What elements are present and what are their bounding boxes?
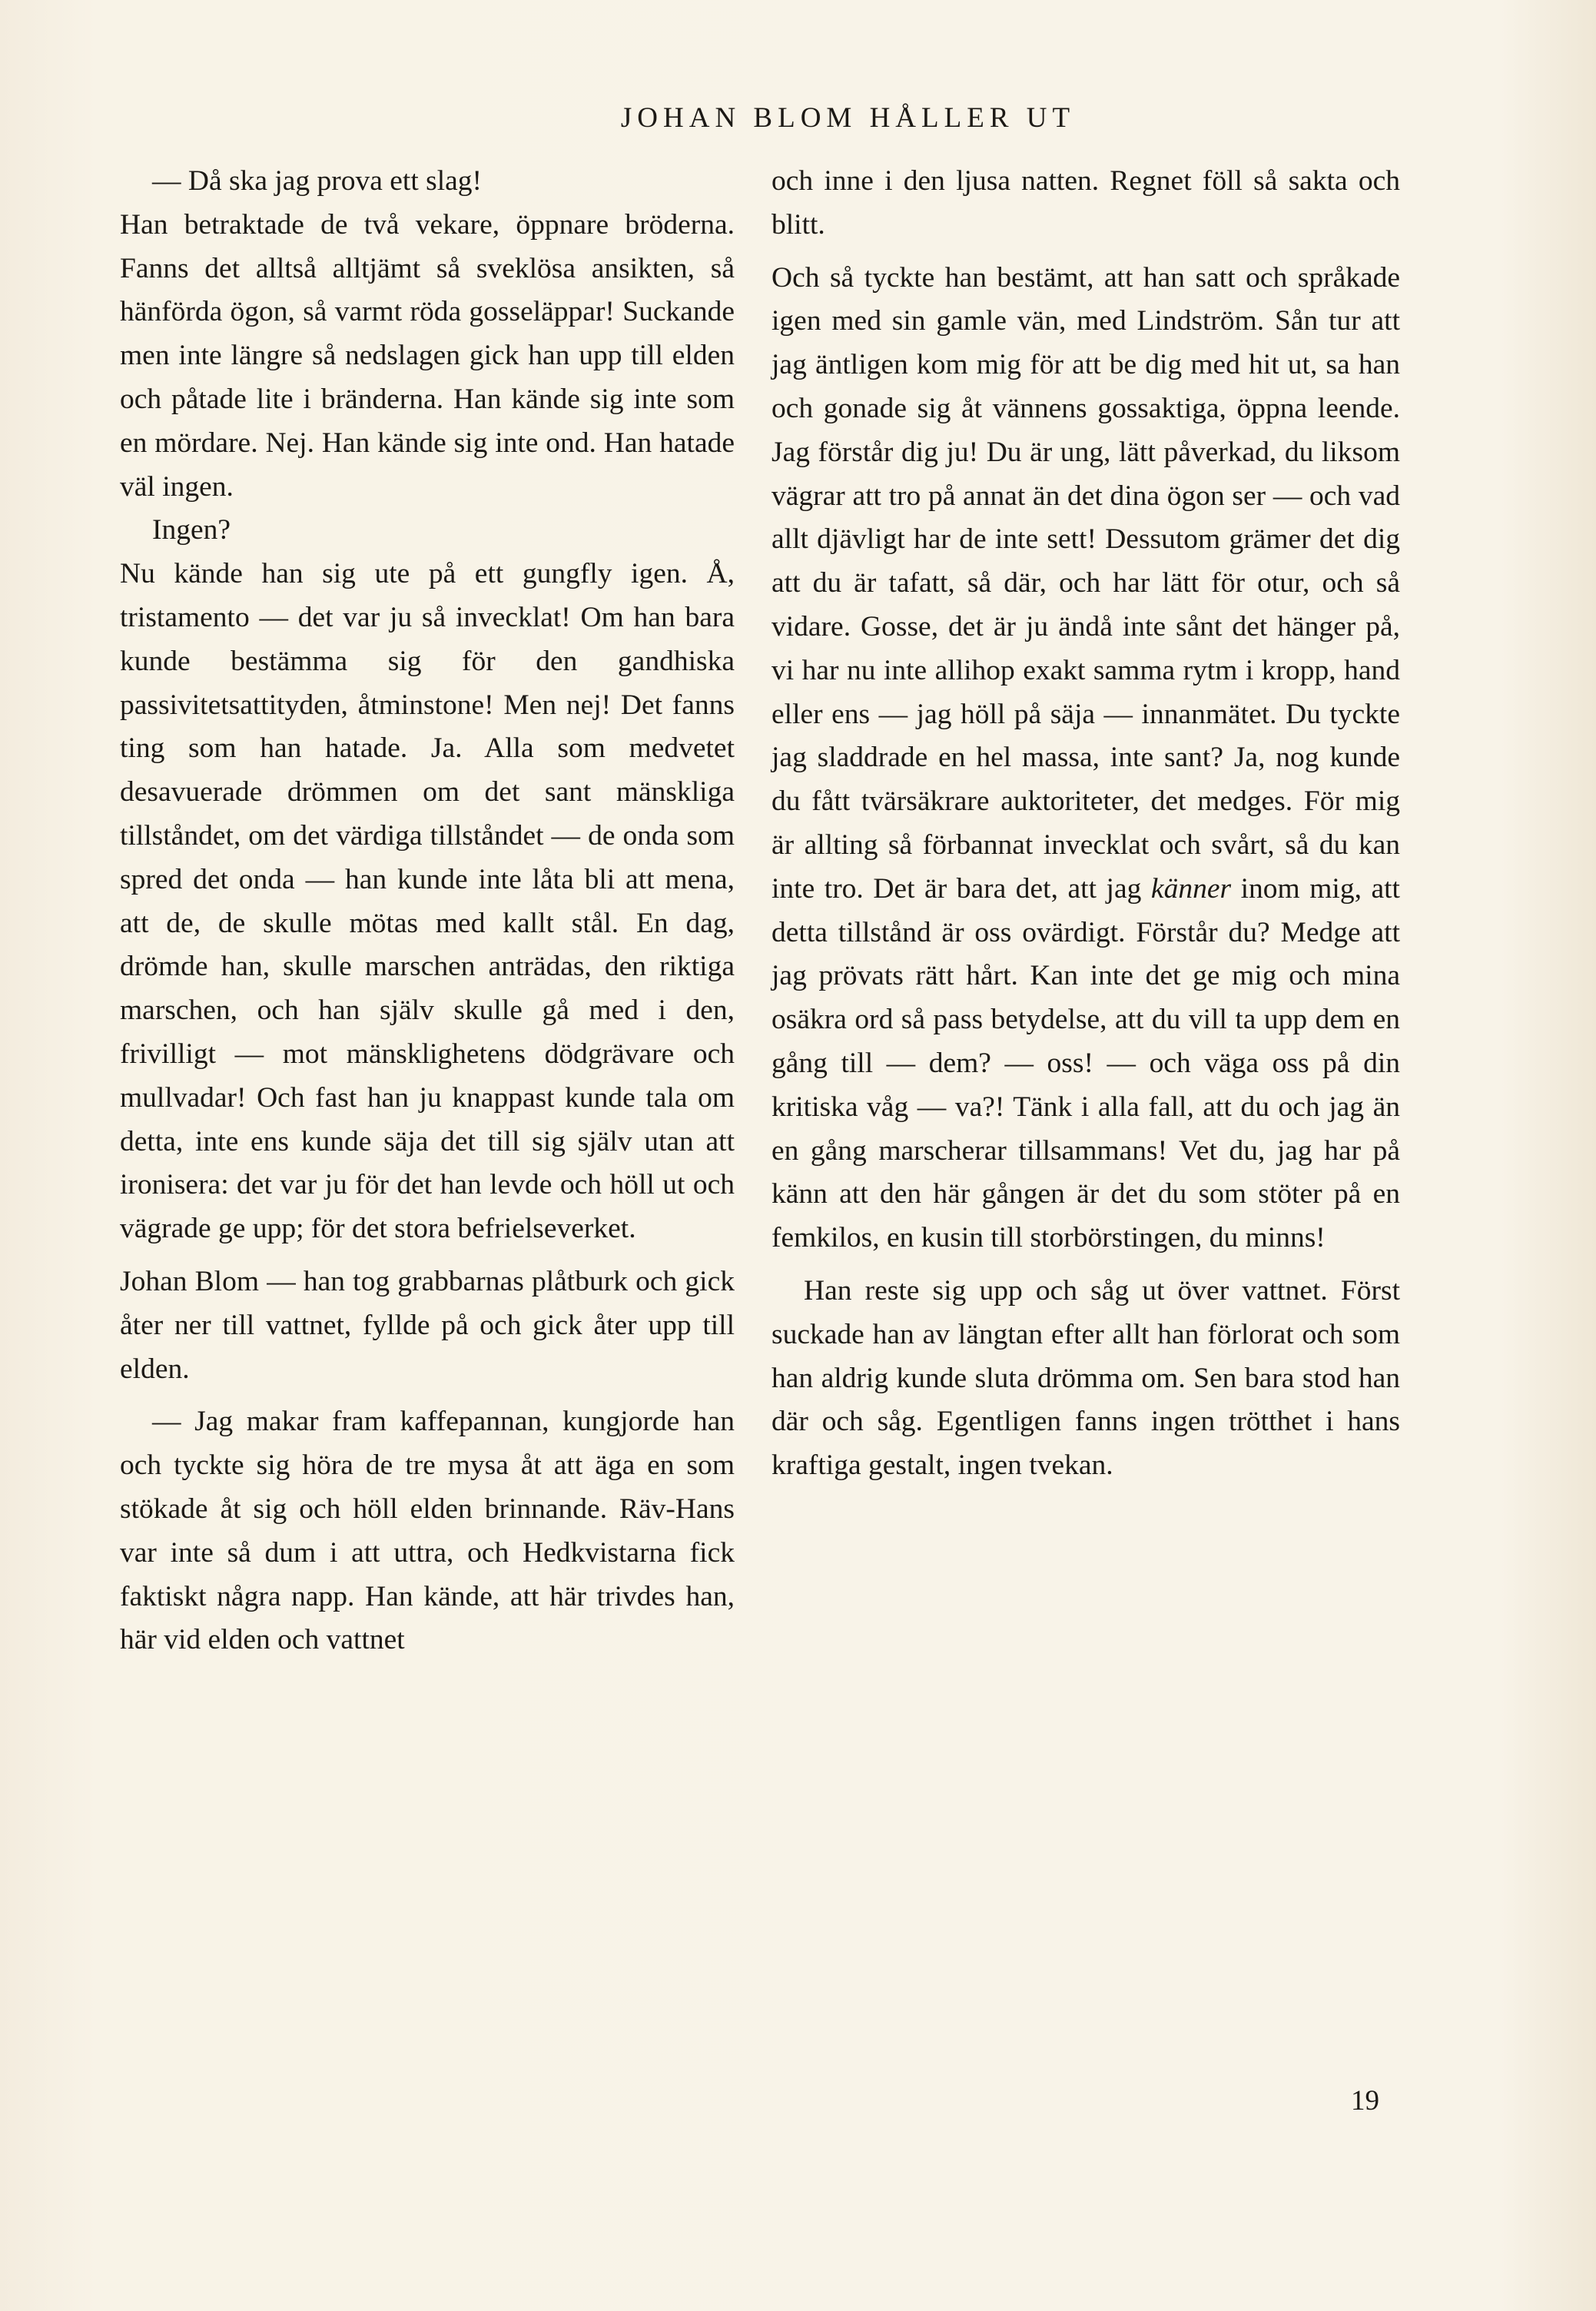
- paragraph: Ingen?: [152, 514, 231, 546]
- paragraph: Nu kände han sig ute på ett gungfly igen. Å, tristamento — det var ju så invecklat! Om han bara kunde bestämma sig för den gandhiska passivitetsattityden, åtminstone! Men nej! Det fanns ting som han hatade. Ja. Alla som medvetet desavuerade drömmen om det sant mänskliga tillståndet, om det värdiga tillståndet — de onda som spred det onda — han kunde inte låta bli att mena, att de, de skulle mötas med kallt stål. En dag, drömde han, skulle marschen anträdas, den riktiga marschen, och han själv skulle gå med i den, frivilligt — mot mänsklighetens dödgrävare och mullvadar! Och fast han ju knappast kunde tala om detta, inte ens kunde säja det till sig själv utan att ironisera: det var ju för det han levde och höll ut och vägrade ge upp; för det stora befrielseverket.: [120, 558, 735, 1245]
- right-text-column: [771, 160, 1400, 1488]
- paragraph-continuation: inom mig, att detta tillstånd är oss ovärdigt. Förstår du? Medge att jag prövats rätt hårt. Kan inte det ge mig och mina osäkra ord så pass betydelse, att du vill ta upp dem en gång till — dem? — oss! — och väga oss på din kritiska våg — va?! Tänk i alla fall, att du och jag än en gång marscherar tillsammans! Vet du, jag har på känn att den här gången är det du som stöter på en femkilos, en kusin till storbörstingen, du minns!: [771, 872, 1400, 1254]
- page-number: 19: [1351, 2085, 1379, 2117]
- paragraph: Johan Blom — han tog grabbarnas plåtburk och gick åter ner till vattnet, fyllde på och gick åter upp till elden.: [120, 1265, 735, 1385]
- paragraph-text: Och så tyckte han bestämt, att han satt och språkade igen med sin gamle vän, med Lindström. Sån tur att jag äntligen kom mig för att be dig med hit ut, sa han och gonade sig åt vännens gossaktiga, öppna leende. Jag förstår dig ju! Du är ung, lätt påverkad, du liksom vägrar att tro på annat än det dina ögon ser — och vad allt djävligt har de inte sett! Dessutom grämer det dig att du är tafatt, så där, och har lätt för otur, och så vidare. Gosse, det är ju ändå inte sånt det hänger på, vi har nu inte allihop exakt samma rytm i kropp, hand eller ens — jag höll på säja — innanmätet. Du tyckte jag sladdrade en hel massa, inte sant? Ja, nog kunde du fått tvärsäkrare auktoriteter, det medges. För mig är allting så förbannat invecklat och svårt, så du kan inte tro. Det är bara det, att jag: [771, 261, 1400, 905]
- running-title: JOHAN BLOM HÅLLER UT: [620, 102, 1076, 134]
- paragraph: Han reste sig upp och såg ut över vattnet. Först suckade han av längtan efter allt han förlorat och som han aldrig kunde sluta drömma om. Sen bara stod han där och såg. Egentligen fanns ingen trötthet i hans kraftiga gestalt, ingen tvekan.: [771, 1274, 1400, 1482]
- paragraph: [771, 257, 1400, 1260]
- left-text-column: [120, 160, 735, 1662]
- paragraph: och inne i den ljusa natten. Regnet föll så sakta och blitt.: [771, 165, 1400, 241]
- paragraph: Han betraktade de två vekare, öppnare bröderna. Fanns det alltså alltjämt så sveklösa ansikten, så hänförda ögon, så varmt röda gosseläppar! Suckande men inte längre så nedslagen gick han upp till elden och påtade lite i bränderna. Han kände sig inte som en mördare. Nej. Han kände sig inte ond. Han hatade väl ingen.: [120, 208, 735, 503]
- paragraph: — Då ska jag prova ett slag!: [152, 165, 483, 197]
- paragraph: — Jag makar fram kaffepannan, kungjorde han och tyckte sig höra de tre mysa åt att äga en som stökade åt sig och höll elden brinnande. Räv-Hans var inte så dum i att uttra, och Hedkvistarna fick faktiskt några napp. Han kände, att här trivdes han, här vid elden och vattnet: [120, 1406, 735, 1656]
- italic-word: känner: [1150, 872, 1232, 905]
